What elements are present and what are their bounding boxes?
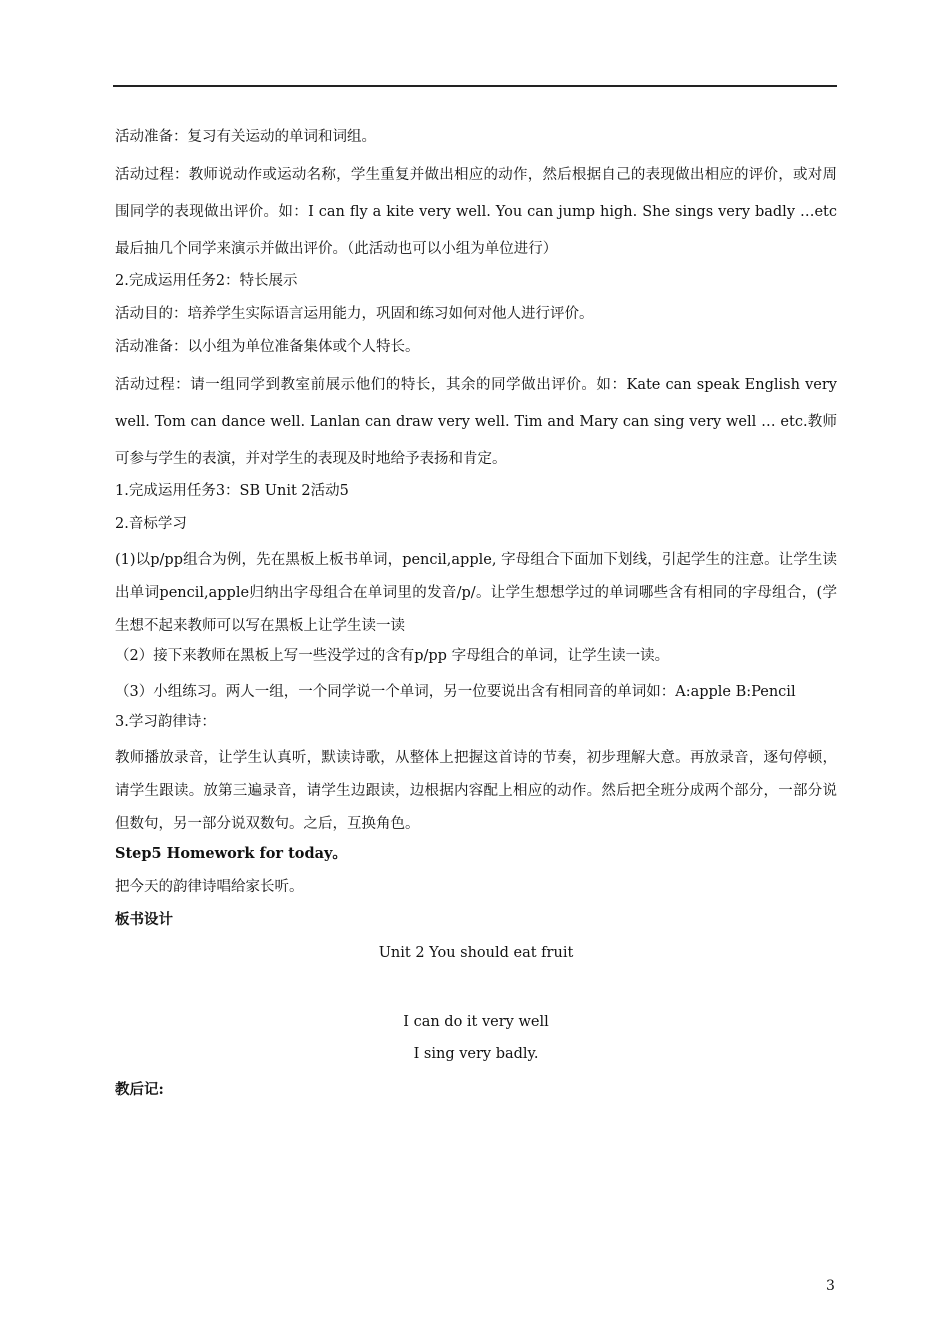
paragraph: 活动目的：培养学生实际语言运用能力，巩固和练习如何对他人进行评价。 bbox=[115, 306, 594, 322]
paragraph: （2）接下来教师在黑板上写一些没学过的含有p/pp 字母组合的单词，让学生读一读。 bbox=[115, 648, 670, 664]
paragraph: 教师播放录音，让学生认真听，默读诗歌，从整体上把握这首诗的节奏，初步理解大意。再放录音，逐句停顿，请学生跟读。放第三遍录音，请学生边跟读，边根据内容配上相应的动作。然后把全班分成两个部分，一部分说但数句，另一部分说双数句。之后，互换角色。 bbox=[115, 750, 837, 832]
header-rule bbox=[113, 85, 837, 87]
paragraph: （3）小组练习。两人一组，一个同学说一个单词，另一位要说出含有相同音的单词如：A:apple B:Pencil bbox=[115, 684, 796, 700]
paragraph: 2.音标学习 bbox=[115, 516, 187, 532]
homework-text: 把今天的韵律诗唱给家长听。 bbox=[115, 879, 304, 895]
paragraph: 活动过程：教师说动作或运动名称，学生重复并做出相应的动作，然后根据自己的表现做出相应的评价，或对周围同学的表现做出评价。如：I can fly a kite very well. You can jump high. She sings very badly …etc 最后抽几个同学来演示并做出评价。（此活动也可以小组为单位进行） bbox=[115, 167, 837, 257]
board-line: I sing very badly. bbox=[413, 1046, 539, 1062]
paragraph: 活动准备：以小组为单位准备集体或个人特长。 bbox=[115, 339, 420, 355]
paragraph: 2.完成运用任务2：特长展示 bbox=[115, 273, 298, 289]
paragraph: (1)以p/pp组合为例，先在黑板上板书单词，pencil,apple, 字母组合下面加下划线，引起学生的注意。让学生读出单词pencil,apple归纳出字母组合在单词里的发音/p/。让学生想想学过的单词哪些含有相同的字母组合，(学生想不起来教师可以写在黑板上让学生读一读 bbox=[115, 552, 837, 634]
document-body bbox=[115, 124, 837, 1110]
paragraph: 1.完成运用任务3：SB Unit 2活动5 bbox=[115, 483, 349, 499]
page-number: 3 bbox=[826, 1278, 835, 1294]
afterword-heading: 教后记: bbox=[115, 1081, 164, 1098]
board-line: I can do it very well bbox=[403, 1014, 549, 1030]
homework-heading: Step5 Homework for today。 bbox=[115, 845, 347, 862]
board-heading: 板书设计 bbox=[115, 911, 173, 928]
paragraph: 活动过程：请一组同学到教室前展示他们的特长，其余的同学做出评价。如：Kate can speak English very well. Tom can dance well. Lanlan can draw very well. Tim and Mary can sing very well … etc.教师可参与学生的表演，并对学生的表现及时地给予表扬和肯定。 bbox=[115, 377, 837, 467]
board-line: Unit 2 You should eat fruit bbox=[378, 945, 574, 961]
paragraph: 3.学习韵律诗： bbox=[115, 714, 216, 730]
paragraph: 活动准备：复习有关运动的单词和词组。 bbox=[115, 129, 376, 145]
